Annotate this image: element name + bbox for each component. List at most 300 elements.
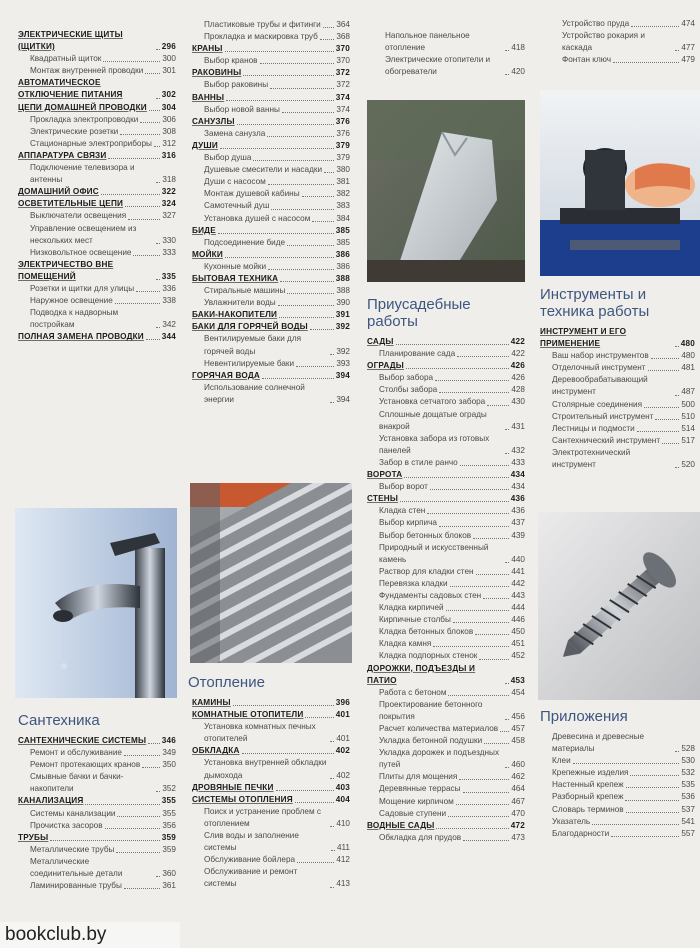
- toc-leader-dots: [330, 741, 334, 742]
- toc-page-number: 451: [511, 639, 525, 649]
- toc-entry: [18, 114, 176, 126]
- toc-leader-dots: [268, 184, 335, 185]
- toc-page-number: 479: [681, 55, 695, 65]
- toc-leader-dots: [276, 790, 334, 791]
- toc-leader-dots: [450, 586, 510, 587]
- toc-leader-dots: [675, 346, 679, 347]
- toc-entry: [540, 791, 695, 803]
- toc-column-2: [192, 0, 350, 406]
- toc-entry-title: Стиральные машины: [204, 286, 286, 296]
- toc-page-number: 439: [511, 530, 525, 540]
- toc-entry-title: КРАНЫ: [192, 44, 223, 54]
- toc-leader-dots: [637, 431, 680, 432]
- toc-page-number: 312: [162, 138, 176, 148]
- toc-leader-dots: [287, 245, 334, 246]
- toc-page-number: 302: [161, 90, 176, 100]
- toc-entry-title: Вентилируемые баки для горячей воды: [204, 334, 302, 356]
- toc-page-number: 349: [162, 748, 176, 758]
- toc-entry: [367, 481, 525, 493]
- toc-chapter: [192, 67, 350, 79]
- toc-entry-title: Стационарные электроприборы: [30, 138, 152, 148]
- toc-page-number: 412: [336, 855, 350, 865]
- toc-page-number: 500: [681, 399, 695, 409]
- toc-entry-title: Монтаж внутренней проводки: [30, 66, 144, 76]
- toc-page-number: 376: [335, 116, 350, 126]
- toc-leader-dots: [140, 122, 160, 123]
- toc-leader-dots: [142, 767, 160, 768]
- toc-entry: [367, 808, 525, 820]
- toc-chapter: [192, 116, 350, 128]
- toc-entry-title: Лестницы и подмости: [552, 423, 635, 433]
- toc-page-number: 308: [162, 126, 176, 136]
- toc-entry-title: Монтаж душевой кабины: [204, 189, 300, 199]
- toc-page-number: 418: [511, 43, 525, 53]
- toc-leader-dots: [287, 293, 334, 294]
- toc-leader-dots: [282, 112, 334, 113]
- toc-entry-title: Плиты для мощения: [379, 772, 458, 782]
- toc-entry: [540, 374, 695, 398]
- toc-leader-dots: [505, 683, 509, 684]
- toc-list: [192, 19, 350, 406]
- toc-leader-dots: [446, 610, 510, 611]
- toc-chapter: [367, 663, 525, 687]
- toc-entry-title: Раствор для кладки стен: [379, 566, 474, 576]
- toc-entry: [192, 128, 350, 140]
- toc-leader-dots: [331, 850, 335, 851]
- toc-chapter: [192, 745, 350, 757]
- section-title-plumbing: Сантехника: [18, 712, 100, 729]
- toc-entry-title: Души с насосом: [204, 177, 266, 187]
- toc-page-number: 426: [510, 361, 525, 371]
- toc-page-number: 443: [511, 590, 525, 600]
- toc-leader-dots: [267, 136, 334, 137]
- toc-entry-title: Подсоединение биде: [204, 237, 286, 247]
- toc-entry-title: Установка душей с насосом: [204, 213, 311, 223]
- toc-leader-dots: [473, 538, 509, 539]
- toc-page-number: 359: [161, 832, 176, 842]
- toc-chapter: [192, 370, 350, 382]
- screw-photo: [538, 512, 700, 700]
- toc-leader-dots: [156, 243, 160, 244]
- toc-entry: [373, 54, 525, 78]
- toc-entry-title: АППАРАТУРА СВЯЗИ: [18, 150, 107, 160]
- toc-entry-title: Устройство пруда: [562, 19, 630, 28]
- toc-page-number: 510: [681, 411, 695, 421]
- toc-page-number: 520: [681, 460, 695, 470]
- toc-page-number: 333: [162, 247, 176, 257]
- toc-leader-dots: [483, 598, 509, 599]
- toc-page-number: 470: [511, 808, 525, 818]
- toc-page-number: 480: [681, 351, 695, 361]
- toc-leader-dots: [237, 124, 334, 125]
- toc-entry: [18, 808, 176, 820]
- toc-chapter: [192, 43, 350, 55]
- toc-leader-dots: [278, 305, 335, 306]
- toc-entry: [540, 350, 695, 362]
- toc-leader-dots: [592, 824, 679, 825]
- toc-page-number: 422: [511, 349, 525, 359]
- toc-entry-title: Подключение телевизора и антенны: [30, 163, 135, 185]
- toc-chapter: [192, 140, 350, 152]
- toc-leader-dots: [439, 526, 509, 527]
- toc-entry: [367, 747, 525, 771]
- toc-page-number: 456: [511, 711, 525, 721]
- toc-leader-dots: [448, 695, 509, 696]
- toc-entry: [367, 530, 525, 542]
- toc-page-number: 356: [162, 820, 176, 830]
- toc-page-number: 296: [161, 42, 176, 52]
- toc-entry: [540, 423, 695, 435]
- toc-page-number: 431: [511, 421, 525, 431]
- toc-chapter: [367, 469, 525, 481]
- toc-entry: [540, 816, 695, 828]
- toc-page-number: 370: [336, 56, 350, 66]
- toc-leader-dots: [439, 392, 509, 393]
- toc-entry-title: Электрические отопители и обогреватели: [385, 55, 491, 77]
- faucet-photo: [15, 508, 177, 698]
- toc-page-number: 374: [335, 92, 350, 102]
- toc-page-number: 380: [336, 165, 350, 175]
- toc-entry: [367, 771, 525, 783]
- toc-page-number: 336: [162, 283, 176, 293]
- toc-leader-dots: [573, 763, 680, 764]
- toc-entry-title: Выключатели освещения: [30, 211, 127, 221]
- toc-entry-title: Ламинированные трубы: [30, 881, 122, 891]
- toc-leader-dots: [406, 368, 509, 369]
- toc-leader-dots: [644, 407, 679, 408]
- toc-entry: [192, 358, 350, 370]
- toc-page-number: 379: [336, 153, 350, 163]
- toc-chapter: [18, 150, 176, 162]
- toc-entry-title: ОБКЛАДКА: [192, 746, 240, 756]
- toc-leader-dots: [433, 646, 509, 647]
- toc-entry-title: МОЙКИ: [192, 249, 223, 259]
- section-title-yard-works: Приусадебные работы: [367, 296, 471, 330]
- toc-leader-dots: [128, 219, 160, 220]
- toc-leader-dots: [270, 88, 334, 89]
- toc-entry-title: Системы канализации: [30, 808, 116, 818]
- toc-entry: [192, 164, 350, 176]
- toc-entry-title: Напольное панельное отопление: [385, 31, 470, 53]
- toc-page-number: 487: [681, 387, 695, 397]
- toc-entry: [367, 650, 525, 662]
- toc-entry-title: Квадратный щиток: [30, 54, 102, 64]
- toc-leader-dots: [505, 719, 509, 720]
- toc-leader-dots: [505, 453, 509, 454]
- toc-entry-title: Сантехнический инструмент: [552, 435, 661, 445]
- toc-leader-dots: [330, 402, 334, 403]
- toc-entry: [18, 210, 176, 222]
- toc-leader-dots: [108, 158, 159, 159]
- toc-entry: [540, 767, 695, 779]
- toc-leader-dots: [268, 269, 334, 270]
- toc-leader-dots: [136, 291, 160, 292]
- toc-page-number: 322: [161, 187, 176, 197]
- toc-entry: [18, 65, 176, 77]
- toc-entry-title: Слив воды и заполнение системы: [204, 831, 299, 853]
- toc-chapter: [18, 259, 176, 283]
- toc-entry-title: Установка забора из готовых панелей: [379, 433, 490, 455]
- toc-entry: [192, 176, 350, 188]
- toc-page-number: 382: [336, 189, 350, 199]
- toc-entry-title: ВАННЫ: [192, 92, 225, 102]
- toc-chapter: [18, 29, 176, 53]
- toc-chapter: [18, 795, 176, 807]
- toc-leader-dots: [484, 743, 509, 744]
- toc-chapter: [367, 336, 525, 348]
- toc-entry: [367, 578, 525, 590]
- toc-page-number: 430: [511, 397, 525, 407]
- toc-entry: [367, 614, 525, 626]
- toc-page-number: 386: [336, 261, 350, 271]
- toc-page-number: 306: [162, 114, 176, 124]
- toc-leader-dots: [280, 281, 333, 282]
- toc-page-number: 390: [336, 298, 350, 308]
- toc-entry-title: Обкладка для прудов: [379, 832, 462, 842]
- toc-page-number: 385: [336, 237, 350, 247]
- toc-page-number: 381: [336, 177, 350, 187]
- toc-leader-dots: [456, 804, 510, 805]
- toc-leader-dots: [156, 327, 160, 328]
- toc-entry: [18, 820, 176, 832]
- toc-page-number: 530: [681, 756, 695, 766]
- toc-leader-dots: [476, 574, 510, 575]
- toc-entry: [540, 411, 695, 423]
- toc-leader-dots: [310, 329, 334, 330]
- toc-leader-dots: [243, 75, 333, 76]
- toc-entry: [367, 433, 525, 457]
- toc-entry: [192, 19, 350, 31]
- toc-leader-dots: [124, 888, 160, 889]
- toc-page-number: 368: [336, 32, 350, 42]
- toc-entry-title: БАКИ-НАКОПИТЕЛИ: [192, 310, 278, 320]
- toc-entry-title: Прокладка и маскировка труб: [204, 32, 318, 42]
- toc-page-number: 344: [161, 332, 176, 342]
- toc-leader-dots: [117, 816, 160, 817]
- toc-entry: [367, 832, 525, 844]
- toc-entry-title: Перевязка кладки: [379, 578, 448, 588]
- toc-leader-dots: [148, 743, 160, 744]
- toc-page-number: 335: [161, 271, 176, 281]
- radiator-photo: [190, 483, 352, 663]
- toc-column-4-lower: [540, 704, 695, 840]
- toc-page-number: 458: [511, 736, 525, 746]
- toc-leader-dots: [156, 182, 160, 183]
- toc-leader-dots: [125, 206, 160, 207]
- toc-leader-dots: [487, 405, 509, 406]
- toc-leader-dots: [323, 27, 335, 28]
- toc-leader-dots: [675, 50, 679, 51]
- toc-entry-title: ДОМАШНИЙ ОФИС: [18, 187, 99, 197]
- toc-list: [373, 30, 525, 78]
- toc-entry: [540, 399, 695, 411]
- toc-leader-dots: [505, 50, 509, 51]
- toc-entry: [367, 626, 525, 638]
- toc-page-number: 304: [161, 102, 176, 112]
- toc-leader-dots: [648, 370, 680, 371]
- toc-entry-title: Установка комнатных печных отопителей: [204, 722, 316, 744]
- toc-list: [550, 18, 695, 66]
- toc-entry-title: Крепежные изделия: [552, 768, 629, 778]
- toc-entry-title: Кладка бетонных блоков: [379, 627, 474, 637]
- toc-page-number: 437: [511, 518, 525, 528]
- toc-entry-title: Фонтан ключ: [562, 55, 611, 65]
- toc-page-number: 393: [336, 358, 350, 368]
- toc-page-number: 383: [336, 201, 350, 211]
- toc-page-number: 442: [511, 578, 525, 588]
- toc-entry: [367, 602, 525, 614]
- toc-entry-title: Фундаменты садовых стен: [379, 590, 482, 600]
- toc-chapter: [367, 820, 525, 832]
- toc-leader-dots: [146, 339, 160, 340]
- toc-entry: [540, 362, 695, 374]
- toc-leader-dots: [459, 779, 509, 780]
- toc-chapter: [192, 273, 350, 285]
- toc-entry: [367, 505, 525, 517]
- toc-list: [367, 336, 525, 844]
- toc-column-3-lower: [367, 290, 525, 844]
- section-title-heating: Отопление: [188, 674, 265, 691]
- toc-chapter: [192, 709, 350, 721]
- toc-entry-title: Поиск и устранение проблем с отоплением: [204, 806, 321, 828]
- toc-leader-dots: [500, 731, 509, 732]
- toc-leader-dots: [675, 751, 679, 752]
- toc-entry-title: Прочистка засоров: [30, 820, 103, 830]
- toc-entry-title: ЭЛЕКТРИЧЕСКИЕ ЩИТЫ (ЩИТКИ): [18, 30, 123, 52]
- toc-page-number: 413: [336, 879, 350, 889]
- toc-page-number: 392: [335, 322, 350, 332]
- toc-leader-dots: [631, 26, 679, 27]
- toc-leader-dots: [220, 148, 334, 149]
- toc-entry: [192, 261, 350, 273]
- toc-page-number: 452: [511, 651, 525, 661]
- toc-chapter: [192, 321, 350, 333]
- toc-chapter: [18, 198, 176, 210]
- toc-entry: [367, 384, 525, 396]
- toc-page-number: 394: [336, 394, 350, 404]
- toc-entry-title: САДЫ: [367, 337, 394, 346]
- toc-page-number: 467: [511, 796, 525, 806]
- toc-page-number: 532: [681, 768, 695, 778]
- toc-entry: [367, 735, 525, 747]
- toc-leader-dots: [625, 800, 679, 801]
- toc-page-number: 342: [162, 320, 176, 330]
- toc-leader-dots: [457, 356, 509, 357]
- toc-entry-title: Замена санузла: [204, 128, 266, 138]
- toc-entry-title: Ремонт протекающих кранов: [30, 760, 141, 770]
- toc-chapter: [192, 249, 350, 261]
- toc-page-number: 396: [335, 698, 350, 707]
- toc-page-number: 401: [335, 710, 350, 720]
- toc-page-number: 514: [681, 423, 695, 433]
- toc-entry-title: ДОРОЖКИ, ПОДЪЕЗДЫ И ПАТИО: [367, 663, 476, 685]
- toc-page-number: 426: [511, 373, 525, 383]
- toc-entry: [18, 138, 176, 150]
- toc-leader-dots: [115, 303, 161, 304]
- toc-chapter: [192, 794, 350, 806]
- toc-leader-dots: [675, 467, 679, 468]
- toc-entry-title: Проектирование бетонного покрытия: [379, 699, 483, 721]
- toc-entry: [192, 285, 350, 297]
- toc-entry-title: СИСТЕМЫ ОТОПЛЕНИЯ: [192, 794, 293, 804]
- clamp-photo: [540, 90, 700, 276]
- toc-page-number: 338: [162, 296, 176, 306]
- toc-page-number: 444: [511, 603, 525, 613]
- toc-page-number: 477: [681, 43, 695, 53]
- toc-page-number: 457: [511, 724, 525, 733]
- toc-leader-dots: [124, 755, 160, 756]
- toc-leader-dots: [156, 98, 160, 99]
- toc-entry-title: КОМНАТНЫЕ ОТОПИТЕЛИ: [192, 710, 304, 720]
- toc-page-number: 388: [336, 286, 350, 296]
- toc-entry-title: Древесина и древесные материалы: [552, 732, 645, 754]
- toc-page-number: 402: [336, 770, 350, 780]
- toc-page-number: 436: [511, 506, 525, 516]
- toc-entry: [192, 104, 350, 116]
- toc-leader-dots: [611, 836, 679, 837]
- toc-chapter: [192, 782, 350, 794]
- toc-page-number: 528: [681, 744, 695, 754]
- toc-entry: [192, 55, 350, 67]
- toc-entry-title: Кирпичные столбы: [379, 615, 451, 625]
- toc-column-2-lower: [188, 668, 350, 891]
- toc-page-number: 454: [511, 687, 525, 697]
- toc-page-number: 386: [335, 249, 350, 259]
- toc-leader-dots: [302, 196, 335, 197]
- toc-page-number: 360: [162, 869, 176, 879]
- toc-entry: [192, 31, 350, 43]
- toc-page-number: 440: [511, 554, 525, 564]
- toc-leader-dots: [330, 778, 334, 779]
- toc-leader-dots: [262, 378, 334, 379]
- toc-entry-title: Садовые ступени: [379, 808, 447, 818]
- toc-leader-dots: [305, 717, 333, 718]
- toc-page-number: 436: [510, 494, 525, 504]
- toc-page-number: 474: [681, 19, 695, 28]
- toc-leader-dots: [427, 513, 509, 514]
- toc-entry: [367, 699, 525, 723]
- toc-entry: [192, 721, 350, 745]
- toc-leader-dots: [505, 562, 509, 563]
- toc-chapter: [540, 326, 695, 350]
- toc-entry-title: Электрические розетки: [30, 126, 119, 136]
- toc-page-number: 462: [511, 772, 525, 782]
- toc-leader-dots: [145, 73, 160, 74]
- toc-leader-dots: [475, 634, 509, 635]
- toc-entry-title: Электротехнический инструмент: [552, 447, 631, 470]
- toc-entry-title: Настенный крепеж: [552, 780, 624, 790]
- toc-entry-title: Укладка бетонной подушки: [379, 736, 483, 746]
- toc-leader-dots: [116, 852, 160, 853]
- toc-entry-title: Столярные соединения: [552, 399, 643, 409]
- toc-chapter: [192, 697, 350, 709]
- toc-entry-title: Выбор забора: [379, 373, 434, 383]
- toc-entry-title: Столбы забора: [379, 385, 438, 395]
- toc-entry-title: РАКОВИНЫ: [192, 68, 242, 78]
- toc-entry-title: Клеи: [552, 756, 571, 766]
- toc-leader-dots: [505, 429, 509, 430]
- toc-page-number: 355: [161, 796, 176, 806]
- toc-entry-title: КАМИНЫ: [192, 698, 231, 707]
- toc-page-number: 473: [511, 832, 525, 842]
- toc-leader-dots: [242, 753, 334, 754]
- toc-entry-title: Выбор раковины: [204, 80, 269, 90]
- toc-entry-title: Смывные бачки и бачки-накопители: [30, 772, 124, 794]
- toc-chapter: [367, 493, 525, 505]
- toc-chapter: [18, 832, 176, 844]
- toc-entry-title: Работа с бетоном: [379, 687, 447, 697]
- toc-entry: [540, 779, 695, 791]
